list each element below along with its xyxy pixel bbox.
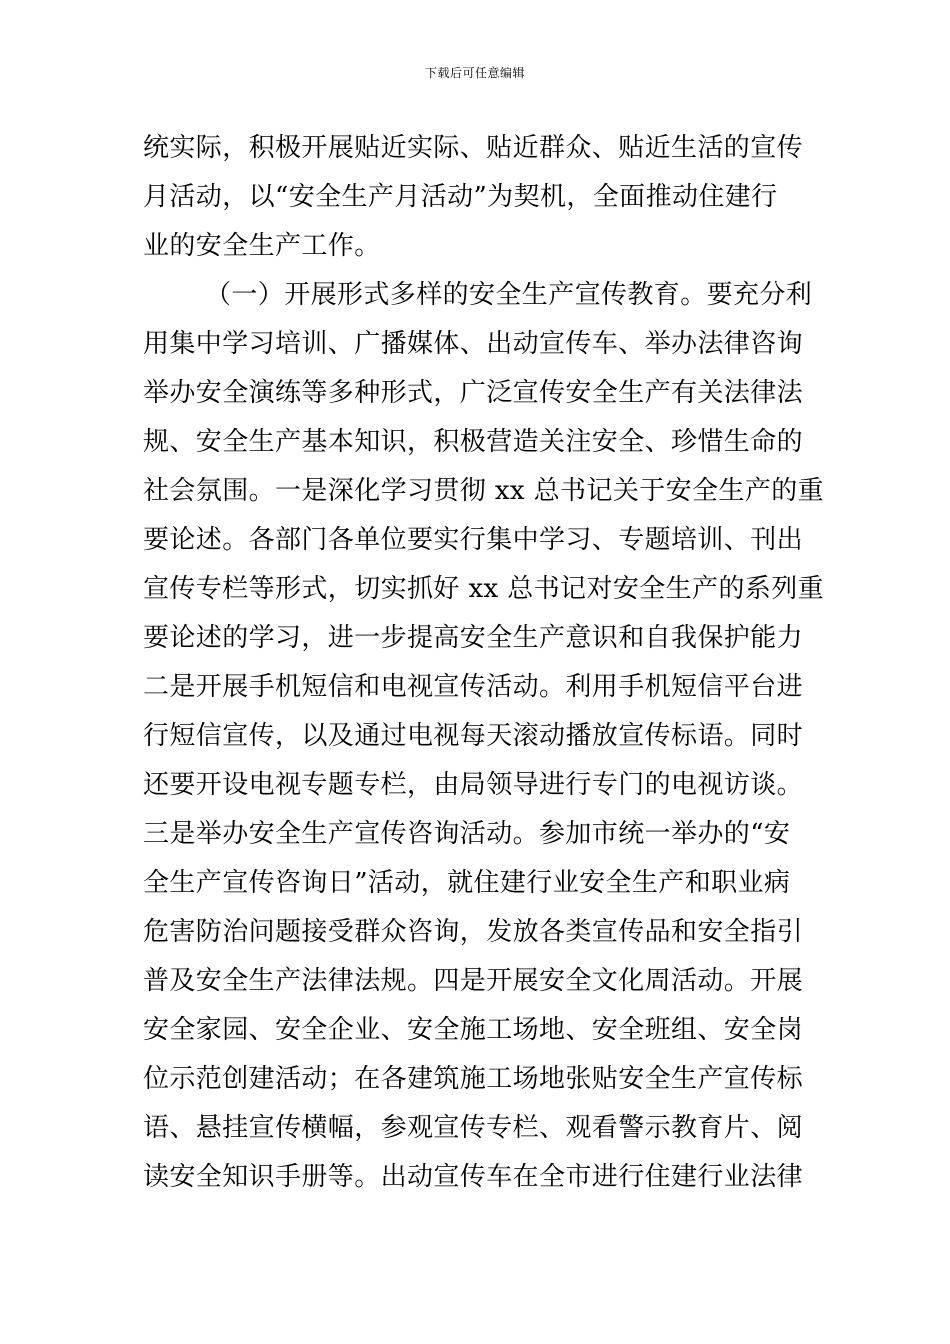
body-line: 规、安全生产基本知识，积极营造关注安全、珍惜生命的 bbox=[143, 427, 804, 457]
body-line: 安全家园、安全企业、安全施工场地、安全班组、安全岗 bbox=[143, 1015, 804, 1045]
body-line: 全生产宣传咨询日”活动，就住建行业安全生产和职业病 bbox=[143, 868, 791, 898]
body-line: 普及安全生产法律法规。四是开展安全文化周活动。开展 bbox=[143, 966, 804, 996]
body-line: 危害防治问题接受群众咨询，发放各类宣传品和安全指引 bbox=[143, 917, 804, 947]
body-line: 语、悬挂宣传横幅，参观宣传专栏、观看警示教育片、阅 bbox=[143, 1113, 804, 1143]
body-line: 要论述的学习，进一步提高安全生产意识和自我保护能力 bbox=[143, 623, 804, 653]
body-line: 举办安全演练等多种形式，广泛宣传安全生产有关法律法 bbox=[143, 378, 804, 408]
body-line: 三是举办安全生产宣传咨询活动。参加市统一举办的“安 bbox=[143, 819, 791, 849]
body-line: 用集中学习培训、广播媒体、出动宣传车、举办法律咨询 bbox=[143, 329, 804, 359]
body-line: 月活动，以“安全生产月活动”为契机，全面推动住建行 bbox=[143, 182, 778, 212]
body-line: 宣传专栏等形式，切实抓好 xx 总书记对安全生产的系列重 bbox=[143, 574, 825, 604]
body-line: 要论述。各部门各单位要实行集中学习、专题培训、刊出 bbox=[143, 525, 804, 555]
body-line: 社会氛围。一是深化学习贯彻 xx 总书记关于安全生产的重 bbox=[143, 476, 825, 506]
document-body bbox=[143, 124, 823, 1202]
body-line: 二是开展手机短信和电视宣传活动。利用手机短信平台进 bbox=[143, 672, 804, 702]
body-line: 还要开设电视专题专栏，由局领导进行专门的电视访谈。 bbox=[143, 770, 804, 800]
paragraph-first-line: （一）开展形式多样的安全生产宣传教育。要充分利 bbox=[205, 280, 813, 310]
body-line: 统实际，积极开展贴近实际、贴近群众、贴近生活的宣传 bbox=[143, 133, 804, 163]
page-header: 下载后可任意编辑 bbox=[424, 66, 525, 80]
body-line: 业的安全生产工作。 bbox=[143, 231, 381, 261]
body-line: 行短信宣传，以及通过电视每天滚动播放宣传标语。同时 bbox=[143, 721, 804, 751]
body-line: 读安全知识手册等。出动宣传车在全市进行住建行业法律 bbox=[143, 1162, 804, 1192]
body-line: 位示范创建活动；在各建筑施工场地张贴安全生产宣传标 bbox=[143, 1064, 804, 1094]
